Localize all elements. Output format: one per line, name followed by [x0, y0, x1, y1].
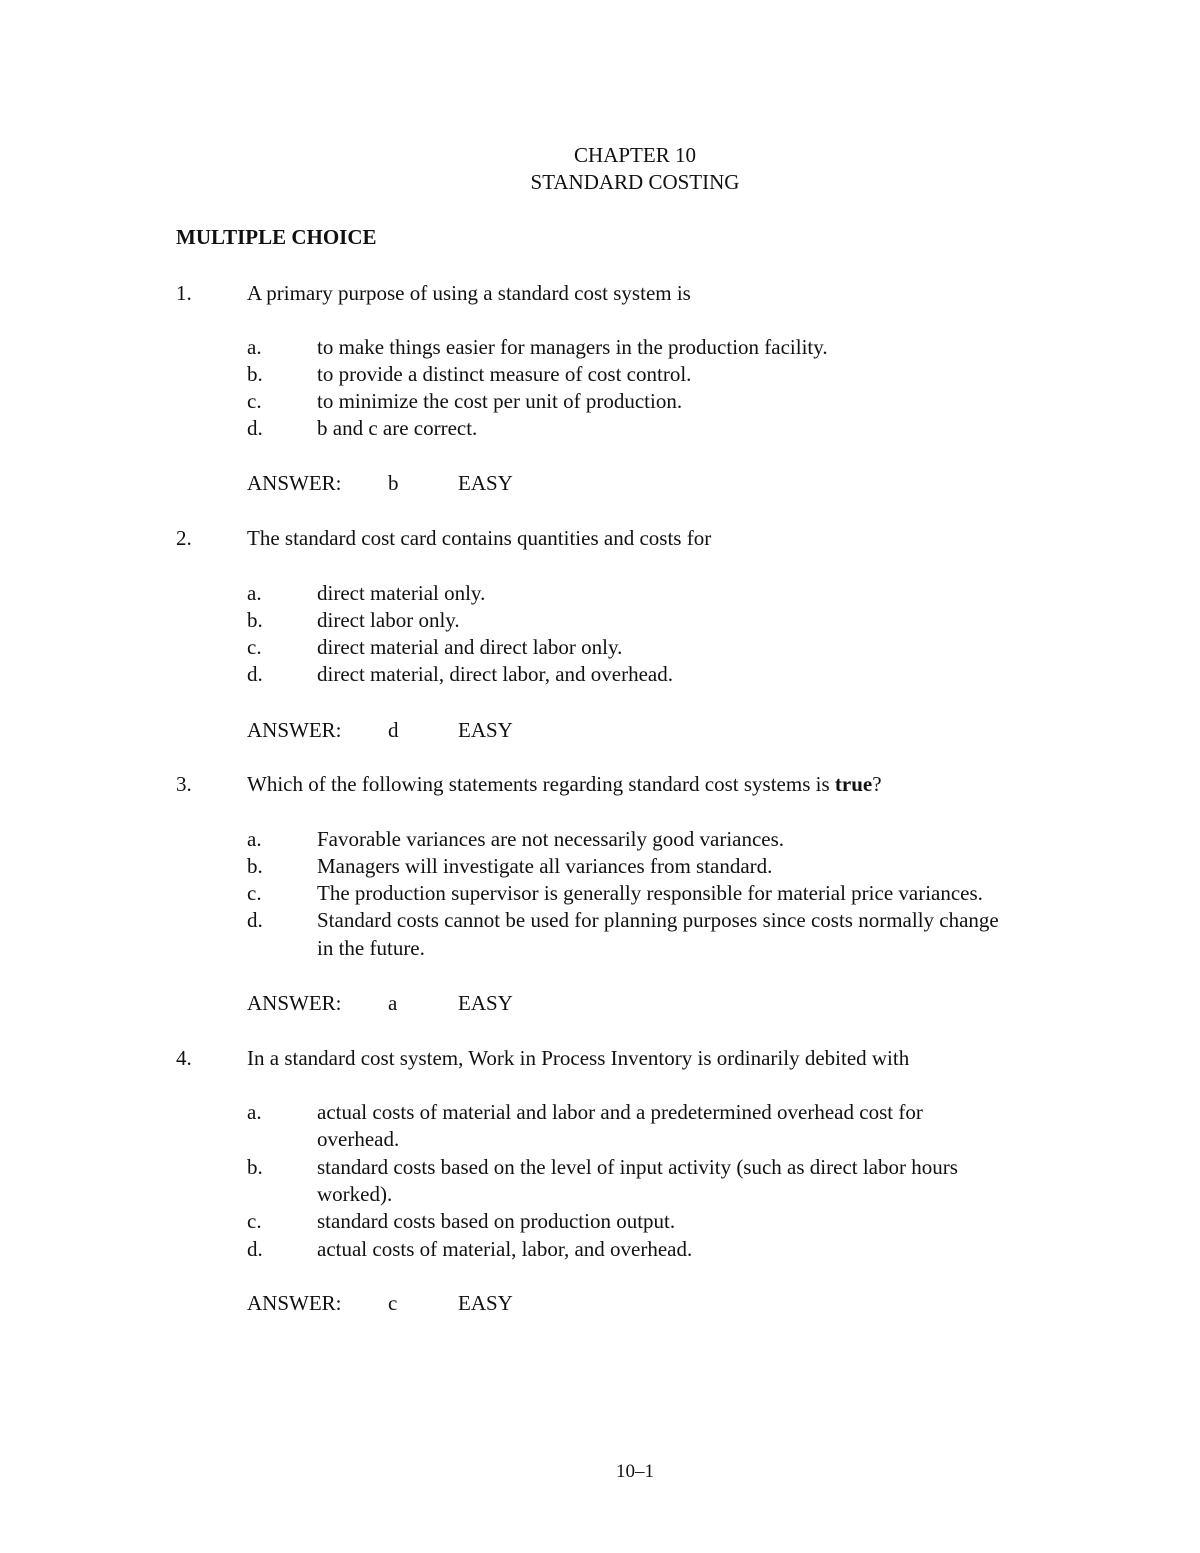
- option-letter: c.: [247, 635, 262, 659]
- difficulty-label: EASY: [458, 718, 513, 742]
- emphasis-word: true: [834, 772, 873, 796]
- option-letter: c.: [247, 389, 262, 413]
- option-text: direct material, direct labor, and overhead.: [317, 662, 673, 686]
- chapter-number: CHAPTER 10: [574, 143, 696, 167]
- option-letter: a.: [247, 581, 262, 605]
- difficulty-label: EASY: [458, 471, 513, 495]
- option-text: to provide a distinct measure of cost control.: [317, 362, 692, 386]
- difficulty-label: EASY: [458, 1291, 513, 1315]
- question-text: [247, 771, 882, 798]
- question-text: The standard cost card contains quantities and costs for: [247, 526, 712, 550]
- question-number: 3.: [176, 772, 192, 796]
- option-letter: a.: [247, 335, 262, 359]
- option-text: The production supervisor is generally responsible for material price variances.: [317, 881, 983, 905]
- answer-label: ANSWER:: [247, 471, 342, 495]
- option-letter: a.: [247, 1100, 262, 1124]
- option-letter: d.: [247, 662, 263, 686]
- option-letter: d.: [247, 1237, 263, 1261]
- answer-value: a: [388, 991, 398, 1015]
- option-letter: c.: [247, 1209, 262, 1233]
- section-heading: MULTIPLE CHOICE: [176, 225, 377, 249]
- page-number: 10–1: [616, 1461, 654, 1482]
- answer-label: ANSWER:: [247, 1291, 342, 1315]
- option-letter: d.: [247, 908, 263, 932]
- option-text-continued: worked).: [317, 1182, 393, 1206]
- option-text: actual costs of material, labor, and overhead.: [317, 1237, 693, 1261]
- option-text: direct material and direct labor only.: [317, 635, 623, 659]
- option-text: standard costs based on production output.: [317, 1209, 676, 1233]
- question-text: A primary purpose of using a standard cost system is: [247, 281, 691, 305]
- question-number: 4.: [176, 1046, 192, 1070]
- question-number: 1.: [176, 281, 192, 305]
- option-letter: d.: [247, 416, 263, 440]
- option-text: standard costs based on the level of input activity (such as direct labor hours: [317, 1155, 958, 1179]
- option-letter: a.: [247, 827, 262, 851]
- option-letter: b.: [247, 362, 263, 386]
- answer-value: d: [388, 718, 399, 742]
- option-text: actual costs of material and labor and a predetermined overhead cost for: [317, 1100, 923, 1124]
- option-text: b and c are correct.: [317, 416, 478, 440]
- answer-label: ANSWER:: [247, 718, 342, 742]
- option-letter: b.: [247, 1155, 263, 1179]
- option-text: Managers will investigate all variances from standard.: [317, 854, 773, 878]
- question-text: In a standard cost system, Work in Process Inventory is ordinarily debited with: [247, 1046, 910, 1070]
- answer-label: ANSWER:: [247, 991, 342, 1015]
- question-text-end: ?: [872, 772, 882, 796]
- option-text: direct labor only.: [317, 608, 460, 632]
- chapter-title: STANDARD COSTING: [530, 170, 740, 194]
- option-letter: b.: [247, 854, 263, 878]
- answer-value: c: [388, 1291, 398, 1315]
- option-text: to minimize the cost per unit of production.: [317, 389, 683, 413]
- option-text: direct material only.: [317, 581, 486, 605]
- option-letter: c.: [247, 881, 262, 905]
- option-text: Standard costs cannot be used for planning purposes since costs normally change: [317, 908, 999, 932]
- option-text-continued: in the future.: [317, 936, 425, 960]
- question-number: 2.: [176, 526, 192, 550]
- difficulty-label: EASY: [458, 991, 513, 1015]
- option-text-continued: overhead.: [317, 1127, 400, 1151]
- option-text: to make things easier for managers in the production facility.: [317, 335, 828, 359]
- option-letter: b.: [247, 608, 263, 632]
- question-text-start: Which of the following statements regarding standard cost systems is: [247, 772, 835, 796]
- option-text: Favorable variances are not necessarily good variances.: [317, 827, 785, 851]
- answer-value: b: [388, 471, 399, 495]
